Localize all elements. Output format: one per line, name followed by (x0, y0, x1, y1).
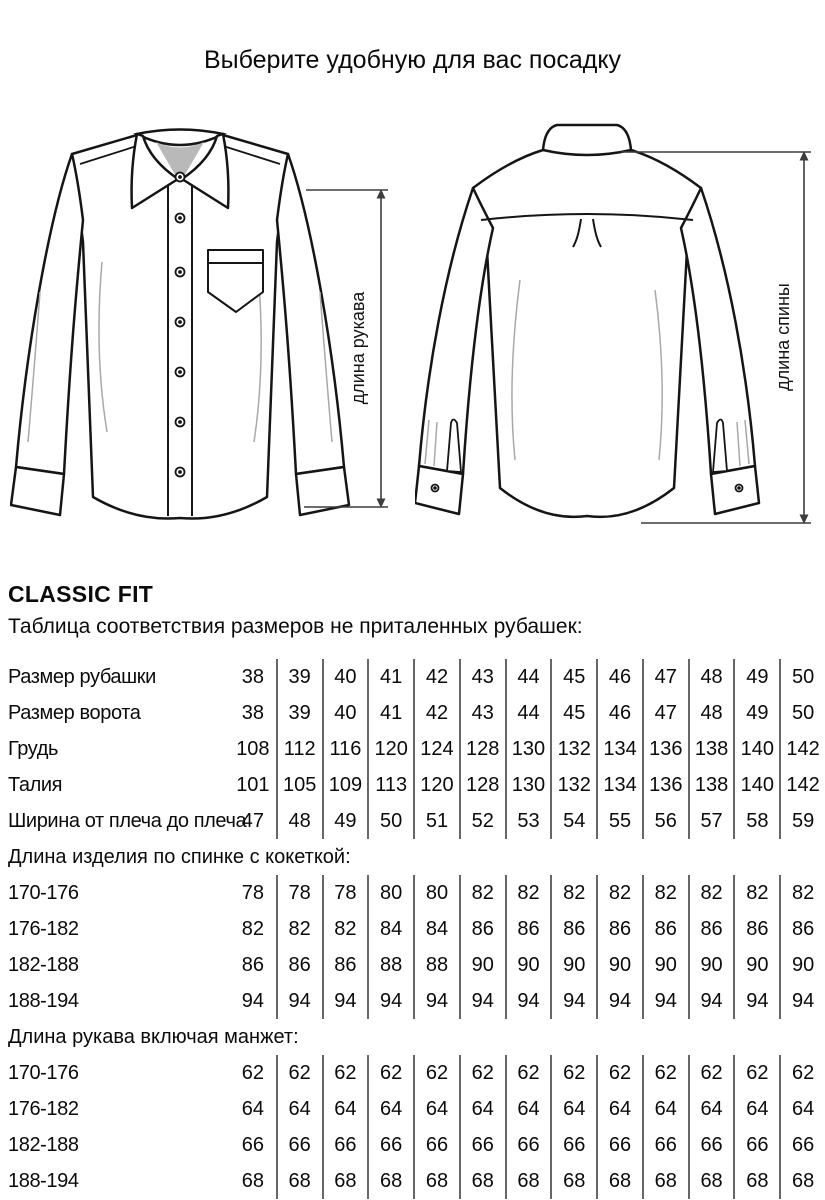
table-row (0, 731, 825, 767)
size-value: 84 (413, 911, 459, 947)
size-table (0, 659, 825, 1199)
size-value: 142 (779, 767, 825, 803)
size-value: 68 (276, 1163, 322, 1199)
size-value: 86 (505, 911, 551, 947)
section-header: Длина рукава включая манжет: (8, 1025, 299, 1048)
size-value: 49 (322, 803, 368, 839)
size-value: 94 (459, 983, 505, 1019)
size-value: 54 (550, 803, 596, 839)
size-value: 41 (367, 695, 413, 731)
size-value: 47 (642, 695, 688, 731)
shirt-back-drawing (415, 120, 820, 545)
size-value: 66 (688, 1127, 734, 1163)
size-value: 66 (413, 1127, 459, 1163)
size-value: 120 (367, 731, 413, 767)
row-label: Ширина от плеча до плеча (8, 809, 247, 832)
size-value: 94 (642, 983, 688, 1019)
size-value: 128 (459, 731, 505, 767)
row-label: 170-176 (8, 881, 79, 904)
size-value: 68 (688, 1163, 734, 1199)
size-value: 62 (642, 1055, 688, 1091)
table-row (0, 1127, 825, 1163)
shirt-front-drawing (10, 122, 400, 530)
row-label: Талия (8, 773, 63, 796)
size-value: 50 (779, 659, 825, 695)
size-value: 62 (241, 1061, 264, 1084)
size-value: 38 (241, 701, 264, 724)
size-value: 42 (413, 695, 459, 731)
size-value: 62 (733, 1055, 779, 1091)
size-value: 62 (322, 1055, 368, 1091)
table-row (0, 1055, 825, 1091)
size-value: 64 (276, 1091, 322, 1127)
size-value: 66 (733, 1127, 779, 1163)
size-value: 40 (322, 659, 368, 695)
size-value: 62 (596, 1055, 642, 1091)
size-value: 39 (276, 695, 322, 731)
size-value: 43 (459, 695, 505, 731)
size-value: 66 (276, 1127, 322, 1163)
size-value: 68 (367, 1163, 413, 1199)
size-value: 130 (505, 731, 551, 767)
size-value: 66 (642, 1127, 688, 1163)
size-value: 46 (596, 695, 642, 731)
size-value: 64 (596, 1091, 642, 1127)
size-value: 136 (642, 767, 688, 803)
row-label: 170-176 (8, 1061, 79, 1084)
size-value: 66 (550, 1127, 596, 1163)
size-value: 82 (459, 875, 505, 911)
size-value: 86 (733, 911, 779, 947)
size-value: 62 (413, 1055, 459, 1091)
size-value: 50 (367, 803, 413, 839)
size-value: 94 (505, 983, 551, 1019)
size-value: 94 (241, 989, 264, 1012)
size-value: 108 (236, 737, 270, 760)
size-value: 78 (276, 875, 322, 911)
size-value: 94 (733, 983, 779, 1019)
row-label: Грудь (8, 737, 59, 760)
size-value: 64 (779, 1091, 825, 1127)
size-value: 64 (241, 1097, 264, 1120)
size-value: 88 (367, 947, 413, 983)
size-value: 94 (367, 983, 413, 1019)
size-value: 94 (779, 983, 825, 1019)
size-value: 52 (459, 803, 505, 839)
table-row (0, 983, 825, 1019)
size-value: 109 (322, 767, 368, 803)
table-row (0, 767, 825, 803)
size-value: 62 (779, 1055, 825, 1091)
size-value: 44 (505, 695, 551, 731)
size-value: 43 (459, 659, 505, 695)
table-row (0, 1091, 825, 1127)
size-value: 90 (596, 947, 642, 983)
size-value: 86 (241, 953, 264, 976)
size-value: 56 (642, 803, 688, 839)
size-value: 84 (367, 911, 413, 947)
size-value: 38 (241, 665, 264, 688)
size-value: 62 (459, 1055, 505, 1091)
size-value: 68 (413, 1163, 459, 1199)
size-value: 90 (779, 947, 825, 983)
size-value: 68 (550, 1163, 596, 1199)
size-value: 40 (322, 695, 368, 731)
size-value: 68 (733, 1163, 779, 1199)
size-value: 82 (733, 875, 779, 911)
page-title: Выберите удобную для вас посадку (203, 46, 622, 74)
size-value: 136 (642, 731, 688, 767)
size-value: 44 (505, 659, 551, 695)
size-value: 48 (688, 695, 734, 731)
size-value: 82 (276, 911, 322, 947)
size-value: 55 (596, 803, 642, 839)
size-value: 112 (276, 731, 322, 767)
size-value: 64 (322, 1091, 368, 1127)
size-value: 82 (322, 911, 368, 947)
size-value: 51 (413, 803, 459, 839)
size-value: 94 (688, 983, 734, 1019)
size-value: 78 (322, 875, 368, 911)
fit-heading: CLASSIC FIT (8, 581, 154, 607)
table-subtitle: Таблица соответствия размеров не приталенных рубашек: (8, 615, 583, 638)
table-row (0, 947, 825, 983)
size-value: 64 (642, 1091, 688, 1127)
size-value: 62 (688, 1055, 734, 1091)
size-value: 101 (236, 773, 270, 796)
table-row (0, 659, 825, 695)
row-label: 182-188 (8, 953, 79, 976)
size-value: 138 (688, 731, 734, 767)
size-value: 120 (413, 767, 459, 803)
size-value: 68 (241, 1169, 264, 1192)
size-value: 66 (505, 1127, 551, 1163)
size-value: 132 (550, 767, 596, 803)
size-value: 66 (596, 1127, 642, 1163)
size-value: 64 (367, 1091, 413, 1127)
table-row (0, 803, 825, 839)
size-value: 57 (688, 803, 734, 839)
size-value: 86 (779, 911, 825, 947)
size-value: 39 (276, 659, 322, 695)
size-value: 82 (505, 875, 551, 911)
size-value: 49 (733, 695, 779, 731)
size-value: 68 (459, 1163, 505, 1199)
size-value: 134 (596, 731, 642, 767)
size-value: 82 (241, 917, 264, 940)
size-value: 82 (550, 875, 596, 911)
size-value: 48 (688, 659, 734, 695)
table-row (0, 1163, 825, 1199)
section-header: Длина изделия по спинке с кокеткой: (8, 845, 351, 868)
sleeve-length-label: длина рукава (348, 291, 368, 405)
size-value: 82 (688, 875, 734, 911)
row-label: 188-194 (8, 1169, 79, 1192)
size-value: 86 (596, 911, 642, 947)
size-value: 42 (413, 659, 459, 695)
size-value: 68 (596, 1163, 642, 1199)
size-value: 86 (322, 947, 368, 983)
row-label: 188-194 (8, 989, 79, 1012)
size-value: 66 (241, 1133, 264, 1156)
size-value: 86 (688, 911, 734, 947)
size-value: 62 (367, 1055, 413, 1091)
size-value: 53 (505, 803, 551, 839)
table-row (0, 875, 825, 911)
size-value: 66 (367, 1127, 413, 1163)
size-value: 90 (642, 947, 688, 983)
size-value: 49 (733, 659, 779, 695)
size-value: 82 (779, 875, 825, 911)
size-value: 124 (413, 731, 459, 767)
size-value: 88 (413, 947, 459, 983)
size-value: 140 (733, 731, 779, 767)
table-row (0, 911, 825, 947)
row-label: Размер ворота (8, 701, 141, 724)
size-value: 94 (276, 983, 322, 1019)
size-value: 90 (733, 947, 779, 983)
size-value: 113 (367, 767, 413, 803)
size-value: 59 (779, 803, 825, 839)
size-value: 64 (459, 1091, 505, 1127)
size-value: 116 (322, 731, 368, 767)
size-value: 90 (505, 947, 551, 983)
size-value: 41 (367, 659, 413, 695)
size-value: 86 (642, 911, 688, 947)
size-value: 90 (459, 947, 505, 983)
size-value: 68 (322, 1163, 368, 1199)
size-value: 45 (550, 695, 596, 731)
size-value: 82 (596, 875, 642, 911)
size-value: 58 (733, 803, 779, 839)
size-value: 78 (241, 881, 264, 904)
size-value: 66 (779, 1127, 825, 1163)
size-value: 64 (413, 1091, 459, 1127)
size-value: 64 (688, 1091, 734, 1127)
size-value: 86 (550, 911, 596, 947)
size-value: 62 (276, 1055, 322, 1091)
row-label: 176-182 (8, 1097, 79, 1120)
size-value: 64 (505, 1091, 551, 1127)
size-value: 62 (505, 1055, 551, 1091)
size-value: 86 (276, 947, 322, 983)
size-value: 86 (459, 911, 505, 947)
size-value: 94 (413, 983, 459, 1019)
size-value: 68 (779, 1163, 825, 1199)
size-value: 46 (596, 659, 642, 695)
row-label: 182-188 (8, 1133, 79, 1156)
size-value: 68 (505, 1163, 551, 1199)
size-value: 80 (367, 875, 413, 911)
size-value: 50 (779, 695, 825, 731)
size-value: 142 (779, 731, 825, 767)
size-value: 80 (413, 875, 459, 911)
size-value: 47 (241, 809, 264, 832)
size-value: 138 (688, 767, 734, 803)
size-value: 68 (642, 1163, 688, 1199)
size-value: 62 (550, 1055, 596, 1091)
size-value: 134 (596, 767, 642, 803)
size-value: 90 (688, 947, 734, 983)
size-value: 64 (733, 1091, 779, 1127)
size-value: 82 (642, 875, 688, 911)
size-value: 45 (550, 659, 596, 695)
size-value: 64 (550, 1091, 596, 1127)
size-value: 128 (459, 767, 505, 803)
size-value: 105 (276, 767, 322, 803)
size-value: 132 (550, 731, 596, 767)
table-row (0, 695, 825, 731)
size-value: 94 (596, 983, 642, 1019)
size-value: 66 (459, 1127, 505, 1163)
size-value: 47 (642, 659, 688, 695)
row-label: Размер рубашки (8, 665, 156, 688)
size-value: 130 (505, 767, 551, 803)
size-value: 94 (322, 983, 368, 1019)
back-length-label: длина спины (773, 283, 793, 391)
size-value: 48 (276, 803, 322, 839)
size-value: 66 (322, 1127, 368, 1163)
size-value: 140 (733, 767, 779, 803)
row-label: 176-182 (8, 917, 79, 940)
size-value: 90 (550, 947, 596, 983)
size-value: 94 (550, 983, 596, 1019)
